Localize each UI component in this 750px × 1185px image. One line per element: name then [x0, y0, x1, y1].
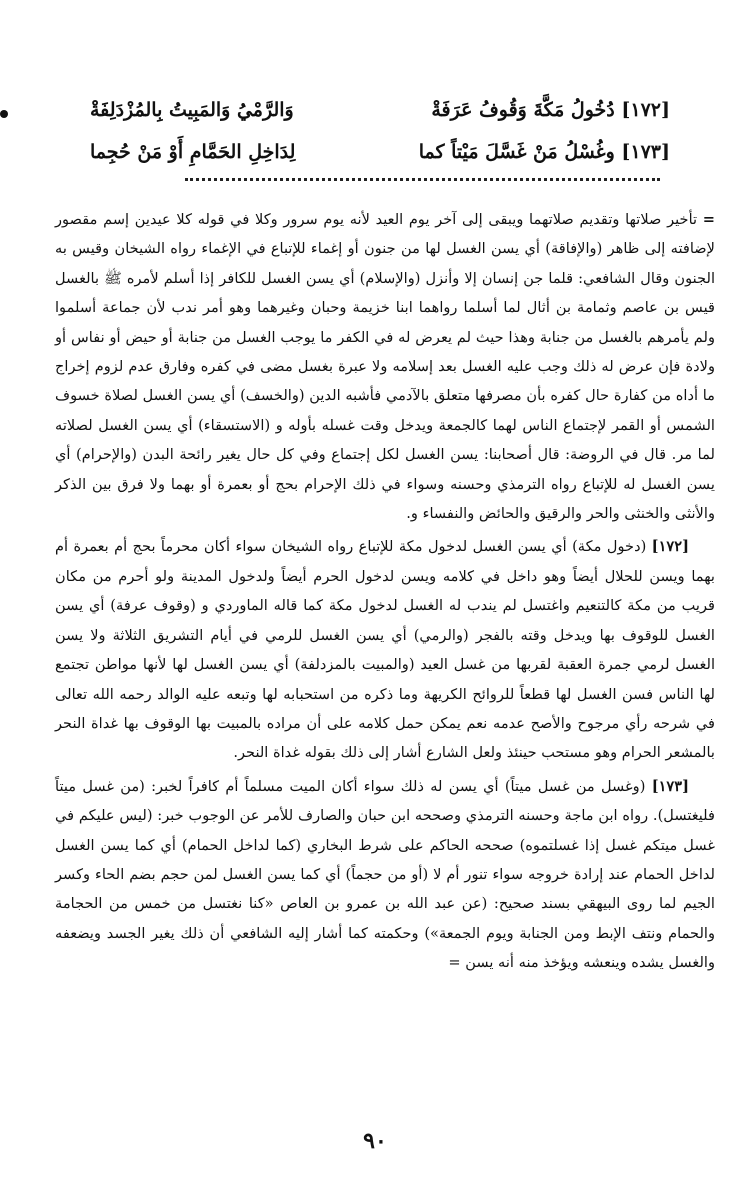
commentary-text: [55, 205, 715, 978]
dotted-separator: [185, 178, 660, 191]
paragraph-continuation: [55, 205, 715, 528]
verse-ref-172: [١٧٢]: [651, 538, 689, 556]
verse-ref-173: [١٧٣]: [651, 777, 690, 795]
paragraph-body: (وغسل من غسل ميتاً) أي يسن له ذلك سواء أكان الميت مسلماً أم كافراً لخبر: (من غسل ميتاً فليغتسل). رواه ابن ماجة وحسنه الترمذي وصححه ابن حبان والصارف للأمر عن الوجوب خبر: (ليس عليكم في غسل ميتكم غسل إذا غسلتموه) صححه الحاكم على شرط البخاري (كما لداخل الحمام) أي كما يسن الغسل لداخل الحمام عند إرادة خروجه سواء تنور أم لا (أو من حجماً) أي كما يسن الغسل لمن حجم بضم الحاء وكسر الجيم لما روى البيهقي بسند صحيح: (عن عبد الله بن عمرو بن العاص «كنا نغتسل من خمس من الحجامة والحمام ونتف الإبط ومن الجنابة ويوم الجمعة») وحكمته كما أشار إليه الشافعي أن ذلك يغير الجسد ويضعفه والغسل يشده وينعشه ويؤخذ منه أنه يسن =: [55, 777, 715, 972]
verse-hemistich-left: لِدَاخِلِ الحَمَّامِ أَوْ مَنْ حُجِما: [90, 141, 296, 163]
verse-line-172: [90, 92, 670, 128]
paragraph-172: [55, 532, 715, 767]
verse-hemistich-left: وَالرَّمْيُ وَالمَبِيتُ بِالمُزْدَلِفَةْ: [90, 99, 294, 121]
page-number: ٩٠: [363, 1128, 387, 1154]
verse-hemistich-right: [١٧٢] دُخُولُ مَكَّةَ وَقُوفُ عَرَفَةْ: [431, 99, 670, 121]
paragraph-body: (دخول مكة) أي يسن الغسل لدخول مكة للإتباع رواه الشيخان سواء أكان محرماً بحج أم بعمرة أم بهما ويسن للحلال أيضاً وهو داخل في كلامه ويسن لدخول الحرم أيضاً ولدخول المدينة ولو أحرم من مكان قريب من مكة كالتنعيم واغتسل لم يندب له الغسل لدخول مكة كما قاله الماوردي و (وقوف عرفة) أي يسن الغسل للوقوف بها ويدخل وقته بالفجر (والرمي) أي يسن الغسل للرمي في أيام التشريق الثلاثة ولا يسن الغسل لرمي جمرة العقبة لقربها من غسل العيد (والمبيت بالمزدلفة) أي يسن الغسل لها لأنها مواطن تجتمع لها الناس فسن الغسل لها قطعاً للروائح الكريهة وما ذكره من استحبابه لها وتبعه عليه الوالد رحمه الله تعالى في شرحه رأي مرجوح والأصح عدمه نعم يمكن حمل كلامه على أن مراده بالمبيت بها الوقوف بها غداة النحر بالمشعر الحرام وهو مستحب حينئذ ولعل الشارع أشار إلى ذلك بقوله غداة النحر.: [55, 538, 716, 762]
verse-line-173: [90, 134, 670, 170]
paragraph-body: تأخير صلاتها وتقديم صلاتهما ويبقى إلى آخر يوم العيد لأنه يوم سرور وكلا في قوله كلا عيدين إسم مقصور لإضافته إلى ظاهر (والإفاقة) أي يسن الغسل لها من جنون أو إغماء للإتباع في الإغماء رواه الشيخان وقيس به الجنون وقال الشافعي: قلما جن إنسان إلا وأنزل (والإسلام) أي يسن الغسل للكافر إذا أسلم لأمره ﷺ بالغسل قيس بن عاصم وثمامة بن أثال لما أسلما رواهما ابنا خزيمة وحبان وغيرهما وهو أمر ندب لأن جماعة أسلموا ولم يأمرهم بالغسل من جنابة وهذا حيث لم يعرض له في الكفر ما يوجب الغسل من جنابة أو حيض أو نفاس أو ولادة فإن عرض له ذلك وجب عليه الغسل بعد إسلامه ولا عبرة بغسل مضى في كفره وفارق عدم لزوم إخراج ما أداه من كفارة حال كفره بأن مصرفها متعلق بالآدمي فأشبه الدين (والخسف) أي يسن الغسل لصلاة خسوف الشمس أو القمر لإجتماع الناس لهما كالجمعة ويدخل وقت غسله بأوله و (الاستسقاء) أي يسن الغسل لصلاته لما مر. قال في الروضة: قال أصحابنا: يسن الغسل لكل إجتماع وفي كل حال يغير رائحة البدن (والإحرام) أي يسن الغسل له للإتباع رواه الترمذي وحسنه وسواء في ذلك الإحرام بحج أو بعمرة أو بهما ولا فرق بين الذكر والأنثى والخنثى والحر والرقيق والحائض والنفساء و.: [55, 211, 715, 523]
margin-dot: [0, 110, 8, 118]
continuation-mark: =: [702, 211, 715, 228]
verse-hemistich-right: [١٧٣] وغُسْلُ مَنْ غَسَّلَ مَيْتاً كما: [418, 141, 670, 163]
paragraph-173: [55, 772, 715, 978]
